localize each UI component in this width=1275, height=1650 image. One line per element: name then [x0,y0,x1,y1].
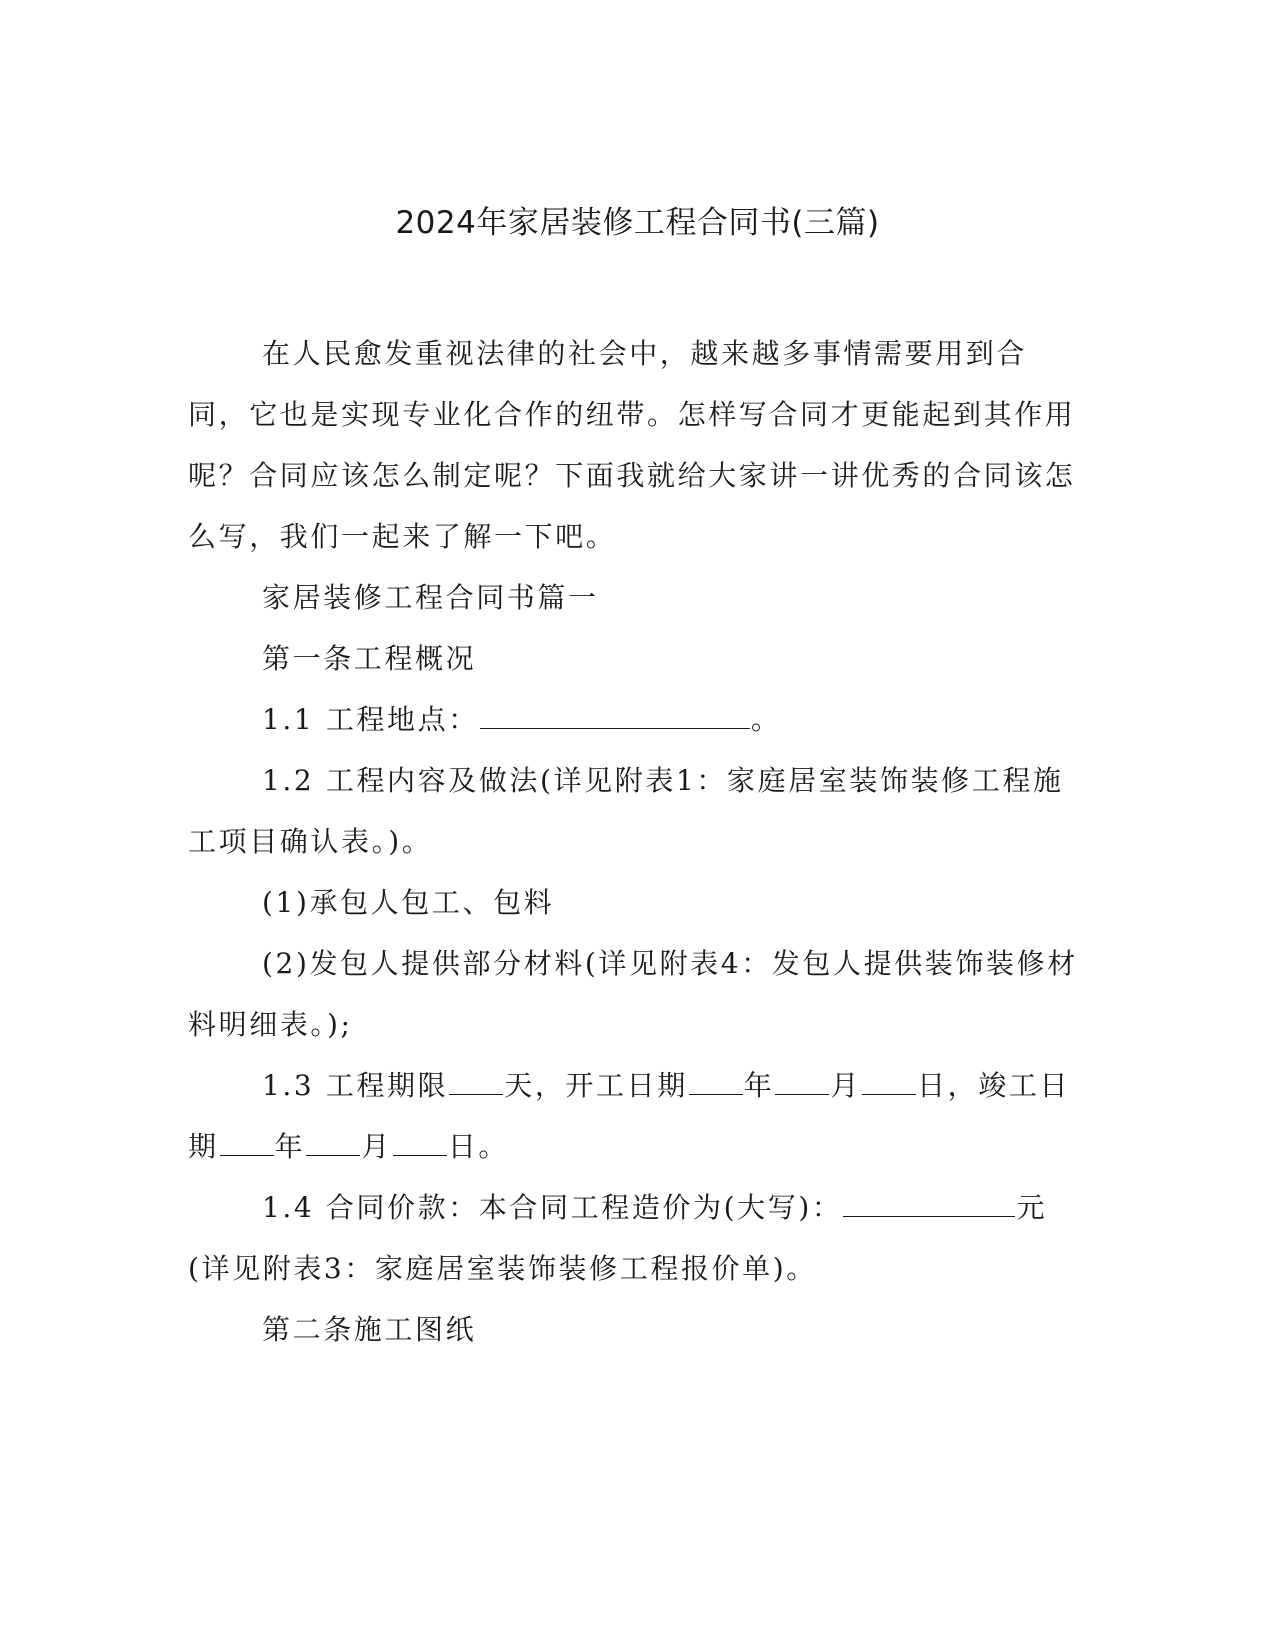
item-1-4-end: 元(详见附表3：家庭居室装饰装修工程报价单)。 [188,1191,1048,1285]
blank-end-year [220,1131,274,1156]
blank-contract-price [843,1192,1015,1217]
item-1-1-end: 。 [750,703,782,736]
blank-project-location [480,704,750,729]
section-heading: 家居装修工程合同书篇一 [262,581,599,614]
item-1-3-end-day: 日。 [447,1130,510,1163]
document-body [188,323,1078,1360]
item-1-3-end-year: 年 [274,1130,306,1163]
blank-start-month [775,1070,829,1095]
document-title: 2024年家居装修工程合同书(三篇) [395,205,880,241]
item-1-3-month: 月 [830,1069,862,1102]
blank-end-day [393,1131,447,1156]
blank-end-month [306,1131,360,1156]
intro-paragraph: 在人民愈发重视法律的社会中，越来越多事情需要用到合同，它也是实现专业化合作的纽带。怎样写合同才更能起到其作用呢？合同应该怎么制定呢？下面我就给大家讲一讲优秀的合同该怎么写，我们一起来了解一下吧。 [188,337,1076,553]
item-1-1 [188,689,1078,750]
item-1-3-label: 1.3 工程期限 [262,1069,449,1102]
item-1-3-year: 年 [743,1069,775,1102]
item-1-2: 1.2 工程内容及做法(详见附表1：家庭居室装饰装修工程施工项目确认表。)。 [188,764,1064,858]
item-1-3-end-label: 日，竣工日期 [188,1069,1071,1163]
article-1-heading: 第一条工程概况 [262,642,477,675]
blank-duration-days [449,1070,503,1095]
item-1-3-start-label: 天，开工日期 [504,1069,688,1102]
item-1-1-label: 1.1 工程地点： [262,703,479,736]
item-1-2-b: (2)发包人提供部分材料(详见附表4：发包人提供装饰装修材料明细表。); [188,947,1078,1041]
blank-start-day [862,1070,916,1095]
item-1-3-end-month: 月 [361,1130,392,1163]
item-1-3 [188,1055,1078,1177]
item-1-4-label: 1.4 合同价款：本合同工程造价为(大写)： [262,1191,843,1224]
blank-start-year [689,1070,743,1095]
item-1-4 [188,1177,1078,1299]
item-1-2-a: (1)承包人包工、包料 [262,886,555,919]
article-2-heading: 第二条施工图纸 [262,1313,477,1346]
